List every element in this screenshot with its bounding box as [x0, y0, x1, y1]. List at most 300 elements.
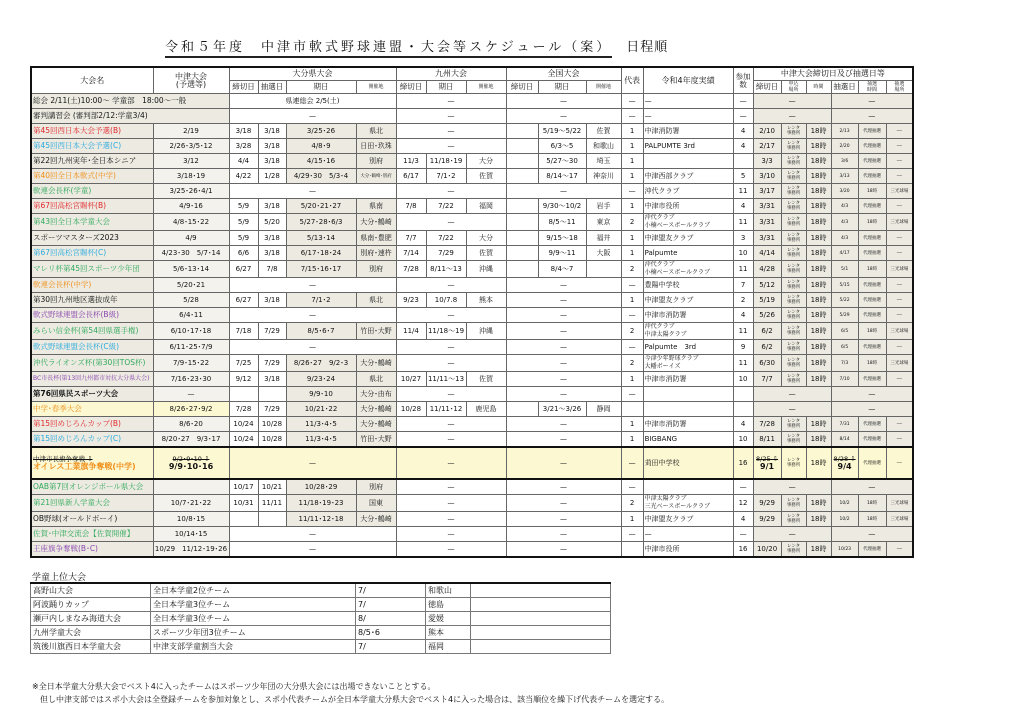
cell-moushikomi: レンタ 事務所 [781, 278, 806, 293]
cell-kyushu-shimekiri: — [396, 139, 506, 154]
header-kyushu: 九州大会 [396, 67, 506, 81]
cell-oita-shimekiri: 7/28 [229, 402, 258, 417]
cell-sanka [733, 402, 753, 417]
cell-oita-shimekiri: 4/4 [229, 154, 258, 169]
cell-moushikomi: レンタ 事務所 [781, 308, 806, 323]
cell-zenkoku-kaisaichi: 岩手 [586, 199, 621, 214]
lower-tournament: 高野山大会 [31, 583, 151, 598]
cell-moushikomi: レンタ 事務所 [781, 340, 806, 355]
cell-sanka: 10 [733, 372, 753, 387]
lower-note [471, 612, 611, 626]
lower-row [31, 583, 611, 598]
cell-oita-kijitsu: 10/21･22 [286, 402, 356, 417]
cell-oita-shimekiri: 10/24 [229, 432, 258, 448]
cell-zenkoku-shimekiri: — [506, 94, 621, 109]
cell-oita-kaisaichi: 別府 [356, 261, 396, 278]
lower-tournament: 筑後川旗西日本学童大会 [31, 640, 151, 654]
cell-zenkoku-kijitsu: 9/30～10/2 [538, 199, 586, 214]
cell-oita-chusenbi: 7/29 [258, 355, 286, 372]
cell-kyushu-shimekiri: — [396, 278, 506, 293]
cell-kyushu-shimekiri: 7/28 [396, 261, 426, 278]
cell-chusen-jikan: 代理抽選 [858, 231, 886, 246]
cell-oita-shimekiri: — [229, 184, 396, 199]
cell-chusen-jikan: 代理抽選 [858, 447, 886, 479]
lower-table [30, 582, 611, 654]
cell-oita-shimekiri: — [229, 447, 396, 479]
lower-qualification: 全日本学童2位チーム [151, 583, 356, 598]
cell-daihyo [621, 402, 643, 417]
cell-jisseki: 沖代クラブ [643, 184, 733, 199]
table-row [31, 479, 913, 495]
cell-daihyo: — [621, 308, 643, 323]
cell-jikan: 18時 [806, 340, 831, 355]
cell-chusen-jikan: 18時 [858, 495, 886, 512]
table-row [31, 261, 913, 278]
cell-daihyo: 1 [621, 199, 643, 214]
cell-shimekiri: — [753, 402, 831, 417]
table-row [31, 94, 913, 109]
cell-chusen-basho: － [886, 417, 913, 432]
cell-sanka: 4 [733, 124, 753, 139]
cell-zenkoku-kijitsu: 9/15～18 [538, 231, 586, 246]
cell-moushikomi: レンタ 事務所 [781, 355, 806, 372]
cell-daihyo: 1 [621, 432, 643, 448]
cell-jisseki: 豊陽中学校 [643, 278, 733, 293]
event-name: 第21回県新人学童大会 [31, 495, 153, 512]
cell-kyushu-kaisaichi: 熊本 [466, 293, 506, 308]
cell-chusen-basho: 三光球場 [886, 355, 913, 372]
cell-kyushu-kaisaichi: 佐賀 [466, 372, 506, 387]
lower-date: 7/ [356, 583, 426, 598]
new-value: 9/1 [760, 462, 775, 471]
cell-chusen-basho: － [886, 231, 913, 246]
event-name: BC市長杯(第13回九州都市対抗大分県大会) [31, 372, 153, 387]
cell-chusenbi: 7/10 [831, 372, 858, 387]
cell-oita-chusenbi: 5/20 [258, 214, 286, 231]
cell-oita-shimekiri [229, 387, 258, 402]
header-oita: 大分県大会 [229, 67, 396, 81]
cell-jikan: 18時 [806, 447, 831, 479]
cell-zenkoku-shimekiri [506, 402, 538, 417]
cell-oita-kijitsu: 6/17･18･24 [286, 246, 356, 261]
cell-kyushu-kaisaichi: 沖縄 [466, 323, 506, 340]
cell-jisseki: 沖代クラブ 中津太陽クラブ [643, 323, 733, 340]
cell-sanka: 5 [733, 169, 753, 184]
cell-chusen-jikan: 18時 [858, 323, 886, 340]
cell-daihyo: — [621, 340, 643, 355]
table-row [31, 340, 913, 355]
cell-oita-kijitsu: 5/27･28･6/3 [286, 214, 356, 231]
cell-shimekiri: 3/10 [753, 169, 781, 184]
table-row [31, 402, 913, 417]
cell-sanka: 7 [733, 278, 753, 293]
cell-chusenbi: — [831, 109, 913, 124]
cell-zenkoku-shimekiri [506, 231, 538, 246]
cell-sanka: — [733, 94, 753, 109]
event-name: 第76回県民スポーツ大会 [31, 387, 153, 402]
cell-nakatsu: 10/7･21･22 [153, 495, 229, 512]
cell-kyushu-kaisaichi: 大分 [466, 154, 506, 169]
cell-oita-kaisaichi: 大分･鶴崎 [356, 402, 396, 417]
cell-chusenbi: 10/23 [831, 542, 858, 558]
cell-sanka: — [733, 527, 753, 542]
cell-nakatsu: 7/16･23･30 [153, 372, 229, 387]
cell-zenkoku-shimekiri: — [506, 355, 621, 372]
cell-chusenbi: 2/13 [831, 124, 858, 139]
cell-oita-kaisaichi: 大分･鶴崎･別府 [356, 169, 396, 184]
table-row [31, 308, 913, 323]
header-zenkoku-shimekiri: 締切日 [506, 81, 538, 94]
cell-chusen-jikan: 代理抽選 [858, 372, 886, 387]
cell-chusenbi: 4/3 [831, 199, 858, 214]
lower-note [471, 626, 611, 640]
cell-chusenbi: — [831, 527, 913, 542]
cell-shimekiri: 10/20 [753, 542, 781, 558]
cell-jisseki [643, 402, 733, 417]
cell-jisseki: Palpumte 3rd [643, 340, 733, 355]
cell-oita-kaisaichi: 県南 [356, 199, 396, 214]
cell-chusen-basho: 三光球場 [886, 323, 913, 340]
cell-chusenbi: 8/14 [831, 432, 858, 448]
header-daihyo: 代表 [621, 67, 643, 94]
lower-tournament: 九州学童大会 [31, 626, 151, 640]
cell-chusenbi: — [831, 402, 913, 417]
cell-sanka: — [733, 479, 753, 495]
cell-zenkoku-kijitsu: 9/9～11 [538, 246, 586, 261]
cell-zenkoku-kaisaichi: 佐賀 [586, 124, 621, 139]
cell-nakatsu [153, 479, 229, 495]
cell-zenkoku-shimekiri: — [506, 340, 621, 355]
cell-kyushu-kijitsu: 11/18～19 [426, 323, 466, 340]
cell-daihyo: 1 [621, 417, 643, 432]
table-row [31, 432, 913, 448]
header-oita-kaisaichi: 開催地 [356, 81, 396, 94]
cell-jikan: 18時 [806, 308, 831, 323]
cell-kyushu-shimekiri: — [396, 94, 506, 109]
cell-kyushu-shimekiri: 6/17 [396, 169, 426, 184]
cell-chusen-jikan: 代理抽選 [858, 308, 886, 323]
cell-kyushu-shimekiri: 11/4 [396, 323, 426, 340]
cell-oita-chusenbi: 11/11 [258, 495, 286, 512]
cell-chusenbi: 6/5 [831, 323, 858, 340]
header-sanka: 参加 数 [733, 67, 753, 94]
footnote-2: 但し中津支部ではスポ小大会は全登録チームを参加対象とし、スポ小代表チームが全日本学童大分県大会でベスト4に入った場合は、該当順位を繰下げ代表チームを選定する。 [32, 695, 670, 704]
cell-chusen-basho: － [886, 340, 913, 355]
cell-nakatsu: 10/14･15 [153, 527, 229, 542]
cell-jisseki: 中津市消防署 [643, 308, 733, 323]
cell-jikan: 18時 [806, 214, 831, 231]
lower-note [471, 583, 611, 598]
cell-zenkoku-kijitsu: 5/19～5/22 [538, 124, 586, 139]
cell-kyushu-kijitsu: 8/11～13 [426, 261, 466, 278]
cell-chusen-basho: － [886, 308, 913, 323]
event-name: 軟式野球連盟会長杯(B級) [31, 308, 153, 323]
cell-oita-shimekiri: 10/17 [229, 479, 258, 495]
cell-chusenbi: 2/20 [831, 139, 858, 154]
cell-kyushu-shimekiri: — [396, 479, 506, 495]
cell-chusen-basho: － [886, 542, 913, 558]
cell-chusenbi: 5/1 [831, 261, 858, 278]
cell-jikan: 18時 [806, 512, 831, 527]
cell-zenkoku-shimekiri: — [506, 432, 621, 448]
cell-jikan: 18時 [806, 169, 831, 184]
cell-chusenbi: 4/3 [831, 231, 858, 246]
cell-oita-chusenbi: 10/21 [258, 479, 286, 495]
header-nakatsu-shimekiri: 締切日 [753, 81, 781, 94]
cell-nakatsu: 10/29 11/12･19･26 [153, 542, 229, 558]
cell-kyushu-shimekiri: — [396, 355, 506, 372]
cell-zenkoku-shimekiri [506, 139, 538, 154]
cell-moushikomi: レンタ 事務所 [781, 417, 806, 432]
cell-daihyo: 2 [621, 495, 643, 512]
cell-oita-kaisaichi: 大分･鶴崎 [356, 355, 396, 372]
cell-zenkoku-shimekiri: — [506, 542, 621, 558]
cell-zenkoku-shimekiri: — [506, 278, 621, 293]
cell-nakatsu: 6/11･25･7/9 [153, 340, 229, 355]
cell-shimekiri: 3/31 [753, 231, 781, 246]
lower-venue: 愛媛 [426, 612, 471, 626]
cell-chusen-jikan: 18時 [858, 214, 886, 231]
header-oita-kijitsu: 期日 [286, 81, 356, 94]
cell-zenkoku-shimekiri: — [506, 293, 621, 308]
cell-oita-chusenbi [258, 387, 286, 402]
cell-sanka: 4 [733, 199, 753, 214]
cell-nakatsu: 2/26･3/5･12 [153, 139, 229, 154]
cell-jisseki: 中津市役所 [643, 199, 733, 214]
cell-shimekiri: 3/31 [753, 214, 781, 231]
cell-chusen-basho: － [886, 246, 913, 261]
cell-chusenbi: 4/3 [831, 214, 858, 231]
cell-kyushu-shimekiri: — [396, 124, 506, 139]
event-name: 第22回九州実年･全日本シニア [31, 154, 153, 169]
cell-daihyo: — [621, 527, 643, 542]
cell-zenkoku-kijitsu: 6/3～5 [538, 139, 586, 154]
cell-kyushu-kaisaichi: 鹿児島 [466, 402, 506, 417]
cell-oita-chusenbi: 10/28 [258, 417, 286, 432]
new-value: 9/9･10･16 [168, 462, 214, 471]
event-name: 第15回めじろんカップ(B) [31, 417, 153, 432]
cell-kyushu-shimekiri: — [396, 387, 506, 402]
cell-jikan: 18時 [806, 124, 831, 139]
cell-shimekiri: — [753, 387, 831, 402]
cell-oita-chusenbi: 7/8 [258, 261, 286, 278]
cell-chusen-basho: － [886, 124, 913, 139]
cell-nakatsu: 4/9 [153, 231, 229, 246]
cell-jikan: 18時 [806, 542, 831, 558]
cell-chusenbi: 3/20 [831, 184, 858, 199]
cell-oita-kijitsu: 11/3･4･5 [286, 417, 356, 432]
lower-qualification: 中津支部学童割当大会 [151, 640, 356, 654]
cell-sanka: 11 [733, 214, 753, 231]
event-name-new: オイレス工業旗争奪戦(中学) [33, 462, 136, 471]
cell-oita-kaisaichi: 県北 [356, 124, 396, 139]
event-name: OB野球(オールドボーイ) [31, 512, 153, 527]
cell-zenkoku-shimekiri [506, 199, 538, 214]
cell-sanka: 3 [733, 231, 753, 246]
cell-kyushu-shimekiri: 7/7 [396, 231, 426, 246]
cell-oita-kaisaichi: 大分･由布 [356, 387, 396, 402]
cell-kyushu-shimekiri: — [396, 527, 506, 542]
lower-tournament: 阿波踊りカップ [31, 598, 151, 612]
cell-nakatsu: 10/8･15 [153, 512, 229, 527]
cell-moushikomi: レンタ 事務所 [781, 199, 806, 214]
cell-oita-kaisaichi: 別府･速杵 [356, 246, 396, 261]
table-row [31, 387, 913, 402]
event-name: 第67回高松宮賜杯(B) [31, 199, 153, 214]
cell-jikan: 18時 [806, 261, 831, 278]
cell-kyushu-shimekiri: — [396, 495, 506, 512]
cell-chusen-jikan: 代理抽選 [858, 246, 886, 261]
cell-daihyo: — [621, 447, 643, 479]
cell-oita-shimekiri: 5/9 [229, 199, 258, 214]
cell-oita-shimekiri: 10/31 [229, 495, 258, 512]
cell-daihyo: 1 [621, 154, 643, 169]
cell-kyushu-shimekiri: 7/14 [396, 246, 426, 261]
cell-sanka: 9 [733, 340, 753, 355]
cell-sanka: 16 [733, 542, 753, 558]
cell-jisseki [643, 479, 733, 495]
cell-zenkoku-shimekiri: — [506, 323, 621, 340]
cell-chusen-jikan: 代理抽選 [858, 340, 886, 355]
cell-chusen-jikan: 代理抽選 [858, 139, 886, 154]
cell-oita-kijitsu: 7/1･2 [286, 293, 356, 308]
cell-zenkoku-kaisaichi: 静岡 [586, 402, 621, 417]
cell-sanka: 11 [733, 261, 753, 278]
cell-zenkoku-shimekiri: — [506, 372, 621, 387]
cell-oita-chusenbi: 7/29 [258, 323, 286, 340]
cell-chusen-jikan: 18時 [858, 512, 886, 527]
footnote-1: ※全日本学童大分県大会でベスト4に入ったチームはスポーツ少年団の大分県大会には出場できないこととする。 [32, 682, 436, 691]
event-name: 審判講習会 (審判部2/12:学童3/4) [31, 109, 229, 124]
old-value: 8/28 ⇩ [833, 455, 856, 463]
cell-sanka: 10 [733, 432, 753, 448]
cell-kyushu-kaisaichi: 大分 [466, 231, 506, 246]
cell-shimekiri: 6/2 [753, 323, 781, 340]
table-row [31, 124, 913, 139]
cell-moushikomi: レンタ 事務所 [781, 432, 806, 448]
table-row [31, 372, 913, 387]
header-chusen-jikan: 抽選 時間 [858, 81, 886, 94]
cell-zenkoku-shimekiri: — [506, 417, 621, 432]
header-zenkoku: 全国大会 [506, 67, 621, 81]
event-name [31, 447, 153, 479]
cell-sanka: 10 [733, 246, 753, 261]
cell-jisseki: 中津西部クラブ [643, 169, 733, 184]
cell-daihyo: — [621, 387, 643, 402]
table-row [31, 512, 913, 527]
cell-shimekiri: 9/29 [753, 495, 781, 512]
cell-chusenbi: 10/2 [831, 495, 858, 512]
cell-moushikomi: レンタ 事務所 [781, 246, 806, 261]
cell-kyushu-shimekiri: — [396, 308, 506, 323]
cell-jikan: 18時 [806, 231, 831, 246]
header-nakatsu-group: 中津大会締切日及び抽選日等 [753, 67, 913, 81]
old-value: 9/2･9･10 ⇩ [172, 455, 210, 463]
cell-jikan: 18時 [806, 355, 831, 372]
cell-kyushu-kijitsu: 11/11･12 [426, 402, 466, 417]
cell-chusenbi: — [831, 94, 913, 109]
cell-zenkoku-kaisaichi [586, 261, 621, 278]
cell-nakatsu [153, 447, 229, 479]
cell-oita-chusenbi [258, 512, 286, 527]
cell-nakatsu: 8/20･27 9/3･17 [153, 432, 229, 448]
cell-zenkoku-kaisaichi: 埼玉 [586, 154, 621, 169]
cell-jikan: 18時 [806, 184, 831, 199]
cell-chusen-basho: － [886, 139, 913, 154]
cell-oita-shimekiri: 3/18 [229, 124, 258, 139]
event-name: 第15回めじろんカップ(C) [31, 432, 153, 448]
cell-daihyo: 1 [621, 124, 643, 139]
cell-oita-kijitsu: 10/28･29 [286, 479, 356, 495]
cell-shimekiri: 7/28 [753, 417, 781, 432]
cell-oita-kijitsu: 8/26･27 9/2･3 [286, 355, 356, 372]
cell-sanka: 11 [733, 323, 753, 340]
cell-chusen-basho: － [886, 169, 913, 184]
cell-moushikomi: レンタ 事務所 [781, 139, 806, 154]
cell-oita-chusenbi: 3/18 [258, 246, 286, 261]
table-row [31, 109, 913, 124]
cell-jikan: 18時 [806, 199, 831, 214]
event-name: 沖代ライオンズ杯(第30回TOS杯) [31, 355, 153, 372]
cell-oita-kijitsu: 9/9･10 [286, 387, 356, 402]
table-row [31, 293, 913, 308]
cell-chusenbi: 7/31 [831, 417, 858, 432]
cell-zenkoku-shimekiri [506, 246, 538, 261]
cell-jikan: 18時 [806, 278, 831, 293]
cell-jikan: 18時 [806, 139, 831, 154]
table-row [31, 278, 913, 293]
table-row [31, 246, 913, 261]
cell-jikan: 18時 [806, 154, 831, 169]
cell-nakatsu: 4/8･15･22 [153, 214, 229, 231]
cell-kyushu-kijitsu: 10/7.8 [426, 293, 466, 308]
cell-moushikomi: レンタ 事務所 [781, 512, 806, 527]
lower-tournament: 瀬戸内しまなみ海道大会 [31, 612, 151, 626]
cell-oita-shimekiri: — [229, 278, 396, 293]
cell-nakatsu: 5/28 [153, 293, 229, 308]
cell-chusenbi: 6/5 [831, 340, 858, 355]
header-oita-shimekiri: 締切日 [229, 81, 258, 94]
cell-chusen-basho: － [886, 432, 913, 448]
cell-chusen-jikan: 代理抽選 [858, 278, 886, 293]
cell-chusen-jikan: 18時 [858, 355, 886, 372]
cell-oita-shimekiri: 5/9 [229, 231, 258, 246]
cell-oita-kijitsu: 11/18･19･23 [286, 495, 356, 512]
event-name: 王座旗争奪戦(B･C) [31, 542, 153, 558]
cell-nakatsu: 3/25･26･4/1 [153, 184, 229, 199]
cell-oita-kaisaichi: 竹田･大野 [356, 323, 396, 340]
table-row [31, 139, 913, 154]
cell-chusen-basho: － [886, 293, 913, 308]
event-name: 軟連会長杯(学童) [31, 184, 153, 199]
cell-chusen-jikan: 代理抽選 [858, 432, 886, 448]
cell-shimekiri: 3/17 [753, 184, 781, 199]
header-zenkoku-kijitsu: 期日 [538, 81, 586, 94]
cell-shimekiri: 2/10 [753, 124, 781, 139]
cell-oita-chusenbi: 10/28 [258, 432, 286, 448]
cell-chusen-jikan: 代理抽選 [858, 293, 886, 308]
cell-oita-kijitsu: 8/5･6･7 [286, 323, 356, 340]
lower-qualification: スポーツ少年団3位チーム [151, 626, 356, 640]
table-row [31, 169, 913, 184]
cell-nakatsu: 6/10･17･18 [153, 323, 229, 340]
cell-sanka: 16 [733, 447, 753, 479]
cell-shimekiri: 7/7 [753, 372, 781, 387]
cell-chusenbi: 5/15 [831, 278, 858, 293]
header-nakatsu: 中津大会 (予選等) [153, 67, 229, 94]
cell-nakatsu: — [153, 387, 229, 402]
title-main: 令和５年度 中津市軟式野球連盟・大会等スケジュール（案） [165, 40, 612, 58]
